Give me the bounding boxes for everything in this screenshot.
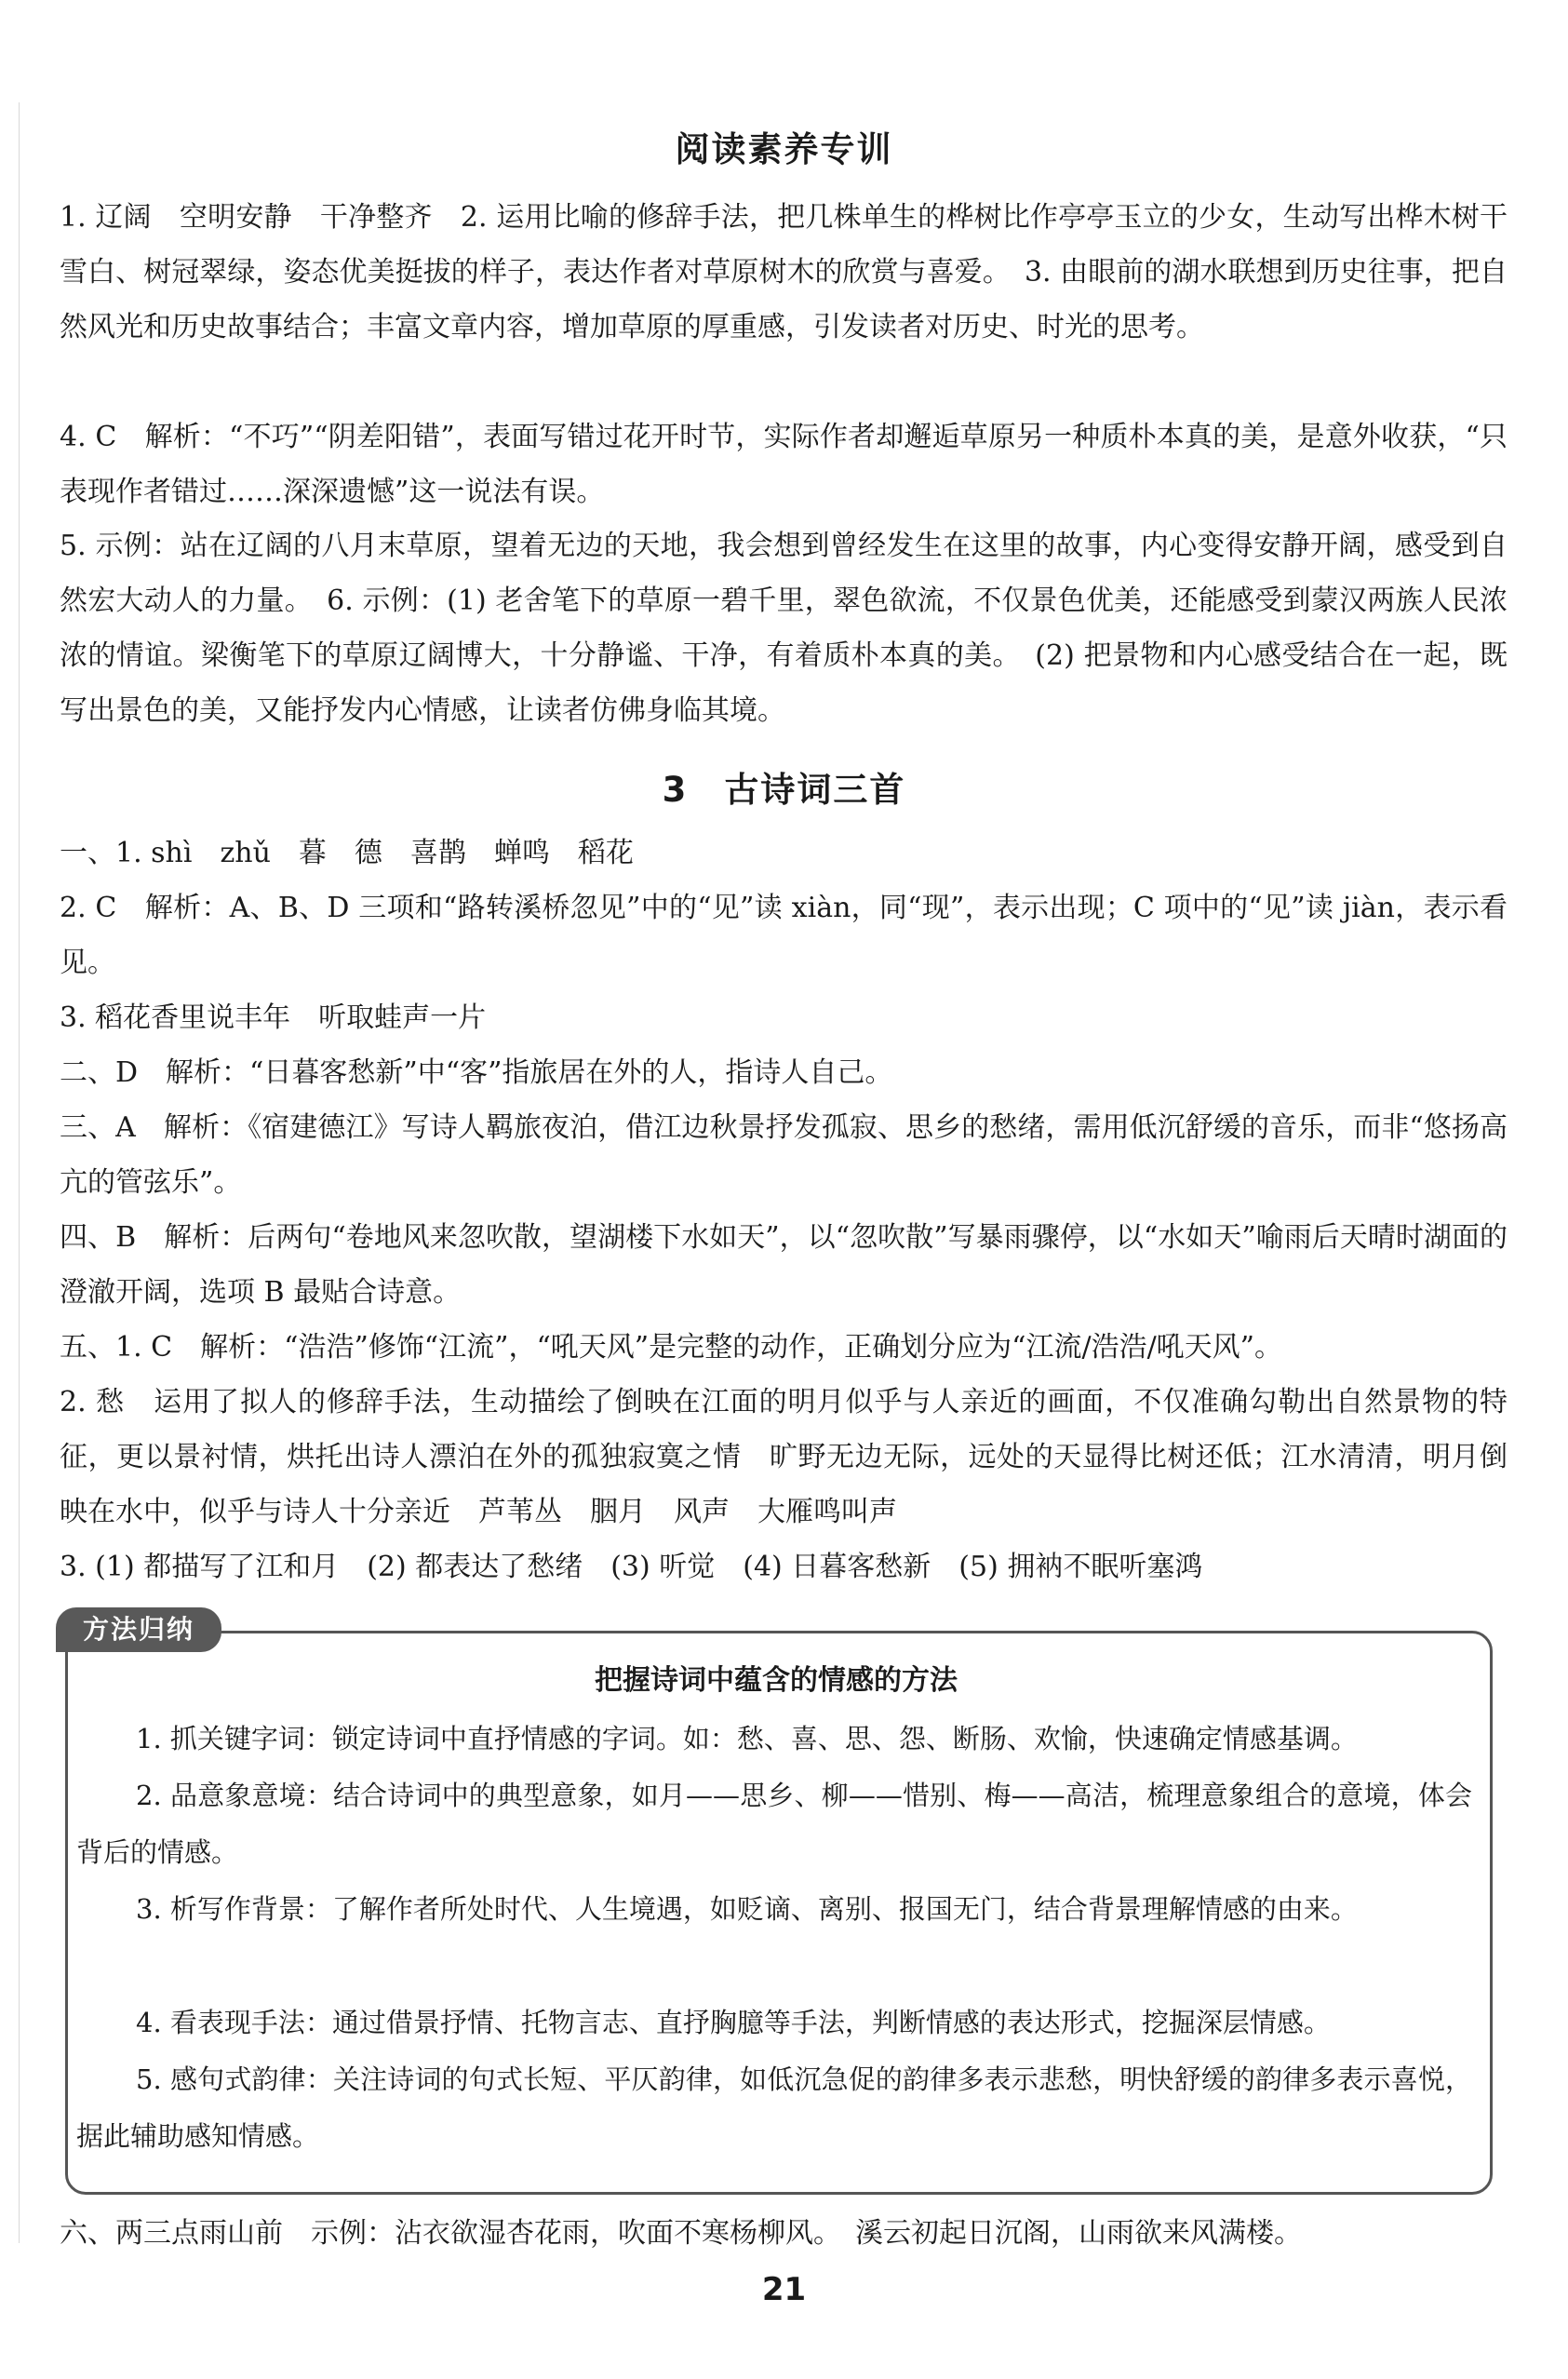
margin-rule [19,102,20,2243]
method-item: 4. 看表现手法：通过借景抒情、托物言志、直抒胸臆等手法，判断情感的表达形式，挖掘深层情感。 [136,2007,1331,2038]
method-item: 2. 品意象意境：结合诗词中的典型意象，如月——思乡、柳——惜别、梅——高洁，梳理意象组合的意境，体会背后的情感。 [76,1780,1472,1868]
answer-line-1: 一、1. shì zhǔ 暮 德 喜鹊 蝉鸣 稻花 [60,837,634,869]
answer-line-si: 四、B 解析：后两句“卷地风来忽吹散，望湖楼下水如天”，以“忽吹散”写暴雨骤停，以“水如天”喻雨后天晴时湖面的澄澈开阔，选项 B 最贴合诗意。 [60,1221,1508,1309]
method-item: 1. 抓关键字词：锁定诗词中直抒情感的字词。如：愁、喜、思、怨、断肠、欢愉，快速确定情感基调。 [136,1723,1358,1754]
section-title-poems: 3 古诗词三首 [662,770,906,810]
answer-line-wu-1: 五、1. C 解析：“浩浩”修饰“江流”，“吼天风”是完整的动作，正确划分应为“江流/浩浩/吼天风”。 [60,1331,1283,1364]
answer-line-er: 二、D 解析：“日暮客愁新”中“客”指旅居在外的人，指诗人自己。 [60,1056,893,1089]
method-item: 5. 感句式韵律：关注诗词的句式长短、平仄韵律，如低沉急促的韵律多表示悲愁，明快舒缓的韵律多表示喜悦，据此辅助感知情感。 [76,2063,1472,2152]
answer-line-san: 三、A 解析：《宿建德江》写诗人羁旅夜泊，借江边秋景抒发孤寂、思乡的愁绪，需用低沉舒缓的音乐，而非“悠扬高亢的管弦乐”。 [60,1111,1508,1199]
method-box-tab: 方法归纳 [56,1607,221,1652]
answer-paragraph-1-3: 1. 辽阔 空明安静 干净整齐 2. 运用比喻的修辞手法，把几株单生的桦树比作亭亭玉立的少女，生动写出桦木树干雪白、树冠翠绿，姿态优美挺拔的样子，表达作者对草原树木的欣赏与喜爱。 3. 由眼前的湖水联想到历史往事，把自然风光和历史故事结合；丰富文章内容，增加草原的厚重感，引发读者对历史、时光的思考。 [60,201,1508,343]
answer-paragraph-4: 4. C 解析：“不巧”“阴差阳错”，表面写错过花开时节，实际作者却邂逅草原另一种质朴本真的美，是意外收获，“只表现作者错过……深深遗憾”这一说法有误。 [60,421,1508,508]
answer-line-2: 2. C 解析：A、B、D 三项和“路转溪桥忽见”中的“见”读 xiàn，同“现”，表示出现；C 项中的“见”读 jiàn，表示看见。 [60,892,1508,979]
method-box-title: 把握诗词中蕴含的情感的方法 [595,1664,958,1697]
answer-line-wu-3: 3. (1) 都描写了江和月 (2) 都表达了愁绪 (3) 听觉 (4) 日暮客愁新 (5) 拥衲不眠听塞鸿 [60,1551,1203,1583]
answer-line-liu: 六、两三点雨山前 示例：沾衣欲湿杏花雨，吹面不寒杨柳风。 溪云初起日沉阁，山雨欲来风满楼。 [60,2217,1302,2250]
answer-line-3: 3. 稻花香里说丰年 听取蛙声一片 [60,1001,487,1034]
method-item: 3. 析写作背景：了解作者所处时代、人生境遇，如贬谪、离别、报国无门，结合背景理解情感的由来。 [136,1893,1358,1925]
section-title-reading: 阅读素养专训 [675,129,893,169]
answer-line-wu-2: 2. 愁 运用了拟人的修辞手法，生动描绘了倒映在江面的明月似乎与人亲近的画面，不仅准确勾勒出自然景物的特征，更以景衬情，烘托出诗人漂泊在外的孤独寂寞之情 旷野无边无际，远处的天显得比树还低；江水清清，明月倒映在水中，似乎与诗人十分亲近 芦苇丛 胭月 风声 大雁鸣叫声 [60,1386,1508,1528]
answer-paragraph-5-6: 5. 示例：站在辽阔的八月末草原，望着无边的天地，我会想到曾经发生在这里的故事，内心变得安静开阔，感受到自然宏大动人的力量。 6. 示例：(1) 老舍笔下的草原一碧千里，翠色欲流，不仅景色优美，还能感受到蒙汉两族人民浓浓的情谊。梁衡笔下的草原辽阔博大，十分静谧、干净，有着质朴本真的美。 (2) 把景物和内心感受结合在一起，既写出景色的美，又能抒发内心情感，让读者仿佛身临其境。 [60,530,1508,727]
page-number: 21 [761,2271,807,2308]
